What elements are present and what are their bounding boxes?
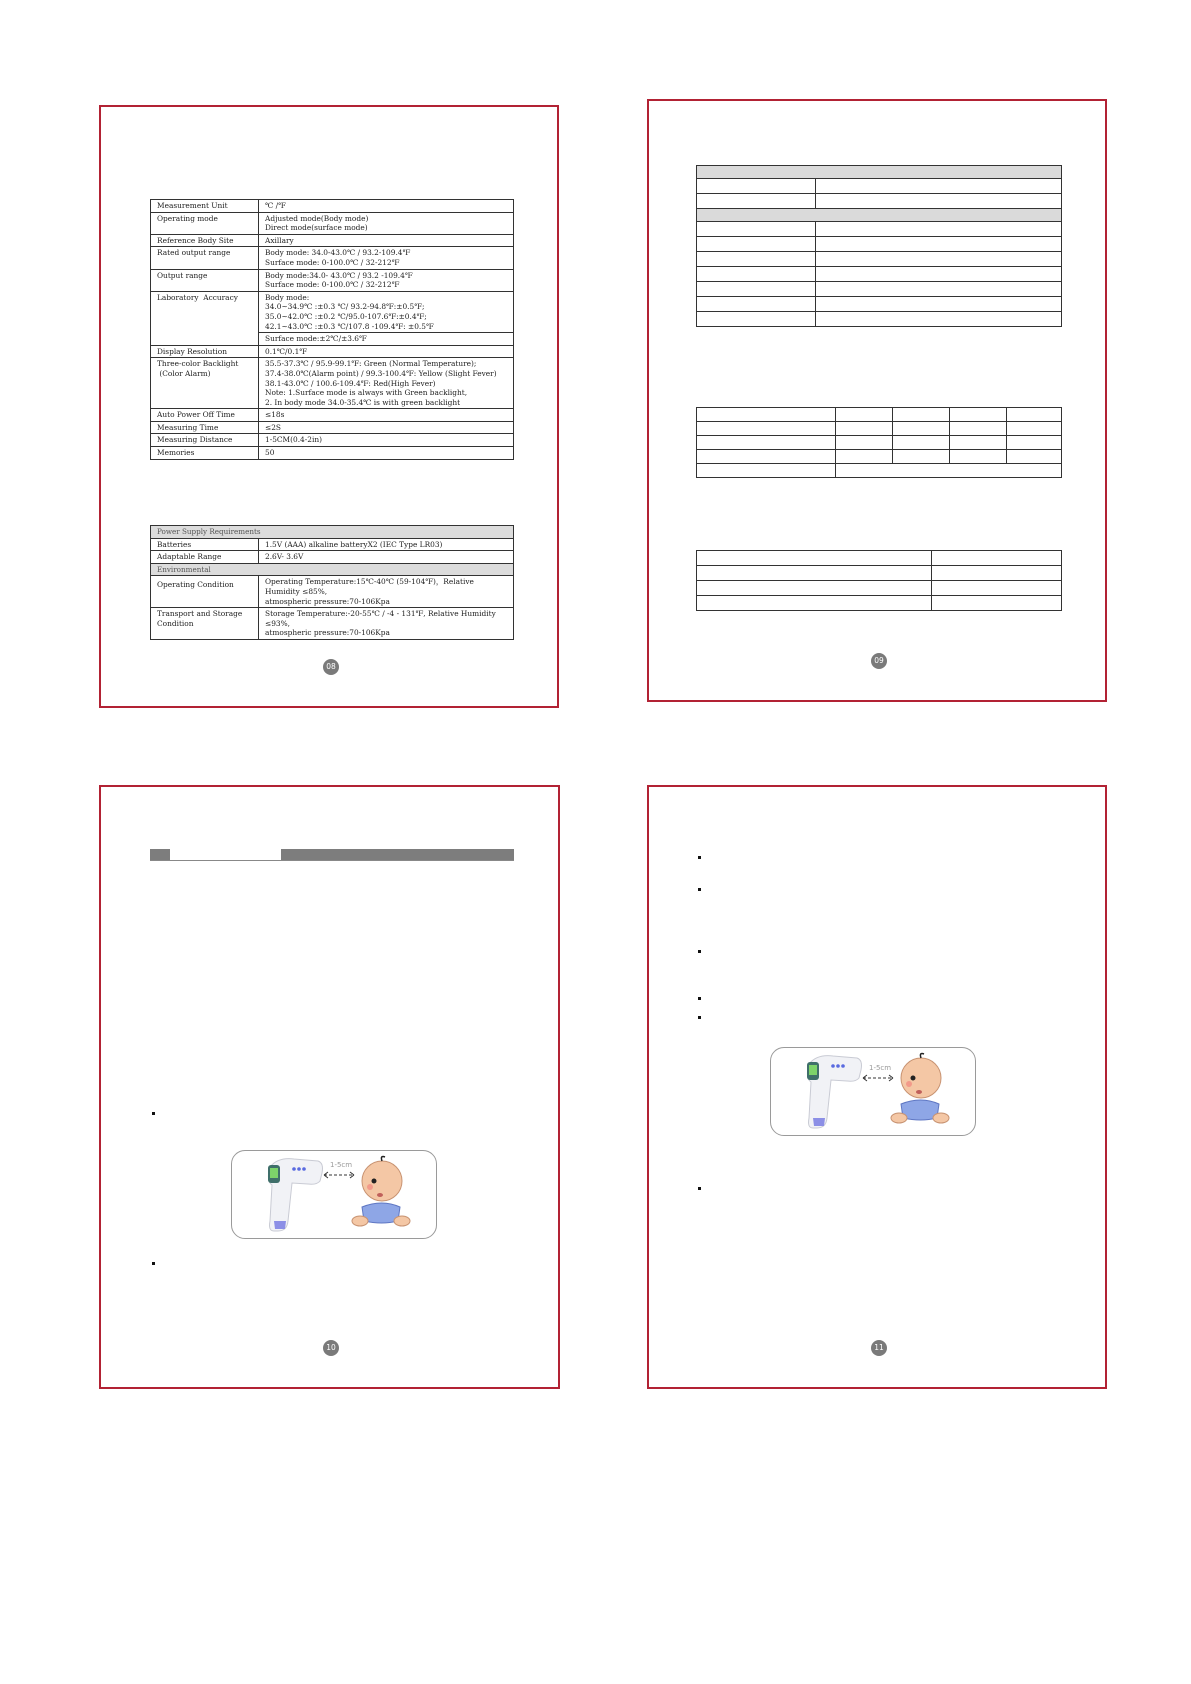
spec-value-line: 1-5CM(0.4-2in)	[265, 435, 322, 445]
table-row	[151, 269, 514, 291]
spec-value-line: ≤2S	[265, 422, 281, 432]
table-row	[697, 422, 1062, 436]
spec-label: Measuring Distance	[151, 434, 259, 447]
spec-value	[259, 409, 514, 422]
table-row	[697, 194, 1062, 209]
table-row	[697, 297, 1062, 312]
blank-table-3	[696, 550, 1062, 611]
blank-table-1	[696, 165, 1062, 327]
table-row	[151, 234, 514, 247]
table-row	[697, 464, 1062, 478]
thermometer-baby-image	[771, 1048, 975, 1135]
spec-value	[259, 269, 514, 291]
heading-rule	[150, 860, 514, 861]
table-row	[697, 408, 1062, 422]
spec-label: Operating mode	[151, 212, 259, 234]
spec-value-line: 50	[265, 448, 275, 458]
spec-value	[259, 291, 514, 332]
table-row	[151, 200, 514, 213]
table-row	[697, 179, 1062, 194]
manual-page-10	[99, 785, 560, 1389]
table-row	[697, 312, 1062, 327]
transport-storage-label: Transport and Storage	[157, 609, 243, 619]
spec-value-line: Body mode: 34.0-43.0℃ / 93.2-109.4℉	[265, 248, 411, 258]
spec-value-line: 37.4-38.0℃(Alarm point) / 99.3-100.4℉: Yellow (Slight Fever)	[265, 368, 497, 378]
distance-label: 1-5cm	[330, 1161, 353, 1169]
spec-value-line: Surface mode: 0-100.0℃ / 32-212℉	[265, 280, 400, 290]
distance-label: 1-5cm	[869, 1064, 892, 1072]
spec-value-line: ≤18s	[265, 410, 285, 420]
table-row	[151, 247, 514, 269]
spec-value-line: 2. In body mode 34.0-35.4℃ is with green backlight	[265, 397, 461, 407]
spec-value-line: Axillary	[265, 235, 294, 245]
table-row	[151, 608, 514, 640]
table-row	[151, 526, 514, 539]
bullet-marker	[698, 856, 701, 859]
blank-table-2	[696, 407, 1062, 478]
spec-label	[151, 333, 259, 346]
adaptable-range-value: 2.6V- 3.6V	[259, 551, 514, 564]
table-row	[151, 434, 514, 447]
table-row	[697, 282, 1062, 297]
spec-label: Auto Power Off Time	[151, 409, 259, 422]
spec-value-line: 38.1-43.0℃ / 100.6-109.4℉: Red(High Fever)	[265, 378, 436, 388]
power-supply-header: Power Supply Requirements	[151, 526, 514, 539]
spec-value	[259, 247, 514, 269]
bullet-marker	[698, 1187, 701, 1190]
manual-page-11	[647, 785, 1107, 1389]
table-row	[151, 421, 514, 434]
bullet-marker	[698, 997, 701, 1000]
batteries-label: Batteries	[151, 538, 259, 551]
spec-label: Output range	[151, 269, 259, 291]
thermometer-baby-image	[232, 1151, 436, 1238]
spec-label: Three-color Backlight (Color Alarm)	[151, 358, 259, 409]
manual-page-08	[99, 105, 559, 708]
operating-condition-label: Operating Condition	[151, 576, 259, 608]
page-number-badge: 09	[871, 653, 887, 669]
spec-value	[259, 212, 514, 234]
table-row	[151, 551, 514, 564]
table-row	[697, 209, 1062, 222]
spec-value-line: 0.1℃/0.1℉	[265, 346, 308, 356]
table-row	[151, 212, 514, 234]
table-row	[151, 538, 514, 551]
table-row	[151, 345, 514, 358]
bullet-marker	[698, 950, 701, 953]
spec-value-line: Note: 1.Surface mode is always with Green backlight,	[265, 388, 468, 398]
page-number-badge: 08	[323, 659, 339, 675]
spec-label: Memories	[151, 447, 259, 460]
batteries-value: 1.5V (AAA) alkaline batteryX2 (IEC Type LR03)	[259, 538, 514, 551]
spec-label: Measuring Time	[151, 421, 259, 434]
spec-value-line: 42.1~43.0℃ :±0.3 ℃/107.8 -109.4℉: ±0.5℉	[265, 321, 434, 331]
table-row	[697, 237, 1062, 252]
spec-label: Rated output range	[151, 247, 259, 269]
spec-value	[259, 333, 514, 346]
spec-value	[259, 421, 514, 434]
spec-value-line: 35.5-37.3℃ / 95.9-99.1℉: Green (Normal Temperature);	[265, 359, 477, 369]
spec-value-line: Direct mode(surface mode)	[265, 223, 368, 233]
spec-value-line: 34.0~34.9℃ :±0.3 ℃/ 93.2-94.8℉:±0.5℉;	[265, 302, 425, 312]
adaptable-range-label: Adaptable Range	[151, 551, 259, 564]
specifications-table	[150, 199, 514, 460]
environmental-header: Environmental	[151, 563, 514, 576]
table-row	[151, 291, 514, 332]
measurement-distance-illustration	[770, 1047, 976, 1136]
table-row	[697, 166, 1062, 179]
table-row	[697, 252, 1062, 267]
power-environment-table	[150, 525, 514, 640]
table-row	[151, 447, 514, 460]
page-number-badge: 10	[323, 1340, 339, 1356]
table-row	[151, 576, 514, 608]
operating-condition-line: Operating Temperature:15℃-40℃ (59-104℉)，Relative Humidity ≤85%,	[265, 577, 474, 596]
operating-condition-line: atmospheric pressure:70-106Kpa	[265, 596, 390, 606]
spec-value-line: Body mode:34.0- 43.0℃ / 93.2 -109.4℉	[265, 270, 413, 280]
spec-label: Measurement Unit	[151, 200, 259, 213]
spec-label: Reference Body Site	[151, 234, 259, 247]
spec-value-line: 35.0~42.0℃ :±0.2 ℃/95.0-107.6℉:±0.4℉;	[265, 311, 427, 321]
spec-value-line: Body mode:	[265, 292, 310, 302]
table-row	[151, 333, 514, 346]
spec-value	[259, 345, 514, 358]
spec-value-line: Surface mode: 0-100.0℃ / 32-212℉	[265, 257, 400, 267]
spec-value-line: Surface mode:±2℃/±3.6℉	[265, 334, 367, 344]
bullet-marker	[698, 1016, 701, 1019]
spec-value	[259, 234, 514, 247]
spec-value-line: Adjusted mode(Body mode)	[265, 213, 369, 223]
transport-storage-label: Condition	[157, 618, 194, 628]
spec-value	[259, 358, 514, 409]
table-row	[697, 222, 1062, 237]
spec-value	[259, 200, 514, 213]
table-row	[697, 436, 1062, 450]
spec-value	[259, 447, 514, 460]
measurement-distance-illustration	[231, 1150, 437, 1239]
spec-value-line: ℃ /℉	[265, 201, 286, 210]
manual-page-09	[647, 99, 1107, 702]
bullet-marker	[152, 1112, 155, 1115]
table-row	[697, 267, 1062, 282]
table-row	[697, 581, 1062, 596]
spec-label: Display Resolution	[151, 345, 259, 358]
bullet-marker	[152, 1262, 155, 1265]
table-row	[697, 566, 1062, 581]
spec-label: Laboratory Accuracy	[151, 291, 259, 332]
transport-storage-line: Storage Temperature:-20-55℃ / -4 - 131℉, Relative Humidity ≤93%,	[265, 609, 496, 628]
page-number-badge: 11	[871, 1340, 887, 1356]
table-row	[151, 409, 514, 422]
table-row	[151, 358, 514, 409]
section-heading-bar	[150, 849, 170, 860]
transport-storage-line: atmospheric pressure:70-106Kpa	[265, 628, 390, 638]
section-heading-bar	[281, 849, 514, 860]
bullet-marker	[698, 888, 701, 891]
table-row	[151, 563, 514, 576]
table-row	[697, 450, 1062, 464]
table-row	[697, 551, 1062, 566]
spec-value	[259, 434, 514, 447]
table-row	[697, 596, 1062, 611]
